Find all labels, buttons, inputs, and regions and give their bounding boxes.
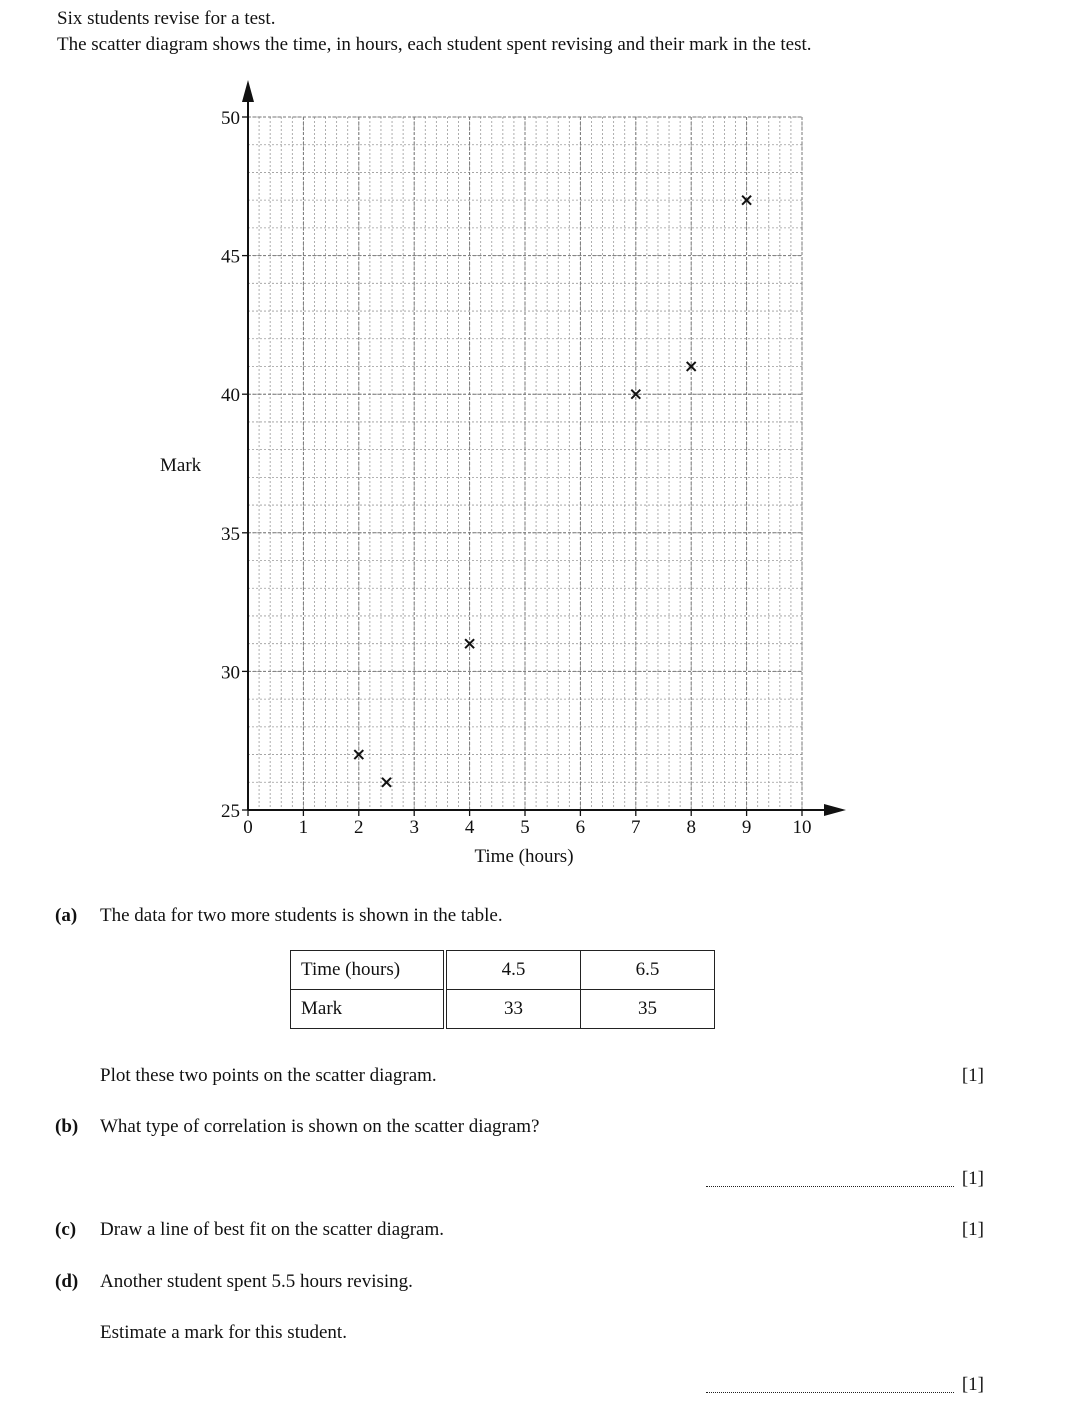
question-a	[55, 905, 503, 927]
x-tick-label: 1	[298, 817, 309, 838]
table-header-mark: Mark	[291, 990, 446, 1029]
intro-line-1: Six students revise for a test.	[57, 8, 276, 29]
x-tick-label: 5	[520, 817, 530, 838]
x-tick-label: 8	[686, 817, 696, 838]
answer-line-d[interactable]	[706, 1392, 954, 1393]
question-a-instruction: Plot these two points on the scatter diagram.	[100, 1065, 437, 1086]
y-axis-label: Mark	[160, 455, 202, 476]
data-table	[290, 950, 715, 1029]
question-c	[55, 1219, 444, 1241]
y-tick-label: 30	[221, 662, 240, 684]
y-tick-label: 35	[221, 523, 240, 545]
x-axis-label: Time (hours)	[474, 846, 574, 867]
question-d-instruction: Estimate a mark for this student.	[100, 1322, 347, 1343]
question-d-text: Another student spent 5.5 hours revising.	[100, 1271, 413, 1292]
y-tick-label: 40	[221, 385, 240, 407]
answer-line-b[interactable]	[706, 1186, 954, 1187]
x-tick-label: 6	[575, 817, 586, 838]
table-row	[291, 951, 715, 990]
y-axis-arrow	[242, 80, 254, 102]
y-tick-label: 45	[221, 246, 240, 268]
question-d-marks: [1]	[961, 1374, 984, 1395]
question-d-label: (d)	[55, 1271, 79, 1292]
table-cell: 35	[581, 990, 715, 1029]
question-c-text: Draw a line of best fit on the scatter diagram.	[100, 1219, 444, 1240]
table-cell: 33	[445, 990, 581, 1029]
x-tick-label: 7	[631, 817, 641, 838]
question-b-label: (b)	[55, 1116, 79, 1137]
x-tick-label: 3	[409, 817, 419, 838]
y-tick-label: 25	[221, 801, 240, 822]
question-a-marks: [1]	[961, 1065, 984, 1086]
question-b	[55, 1116, 540, 1138]
x-tick-label: 9	[741, 817, 752, 838]
question-b-marks: [1]	[961, 1168, 984, 1189]
x-axis-arrow	[824, 804, 846, 816]
x-tick-label: 2	[354, 817, 364, 838]
question-a-text: The data for two more students is shown in the table.	[100, 905, 503, 926]
intro-line-2: The scatter diagram shows the time, in hours, each student spent revising and their mark in the test.	[57, 34, 812, 55]
question-a-label: (a)	[55, 905, 78, 926]
question-c-marks: [1]	[961, 1219, 984, 1240]
table-cell: 6.5	[581, 951, 715, 990]
table-header-time: Time (hours)	[291, 951, 446, 990]
question-d	[55, 1271, 413, 1293]
question-b-text: What type of correlation is shown on the scatter diagram?	[100, 1116, 540, 1137]
x-tick-label: 4	[464, 817, 475, 838]
x-tick-label: 0	[243, 817, 253, 838]
table-cell: 4.5	[445, 951, 581, 990]
question-c-label: (c)	[55, 1219, 77, 1240]
x-tick-label: 10	[792, 817, 812, 838]
y-tick-label: 50	[221, 108, 240, 129]
table-row	[291, 990, 715, 1029]
